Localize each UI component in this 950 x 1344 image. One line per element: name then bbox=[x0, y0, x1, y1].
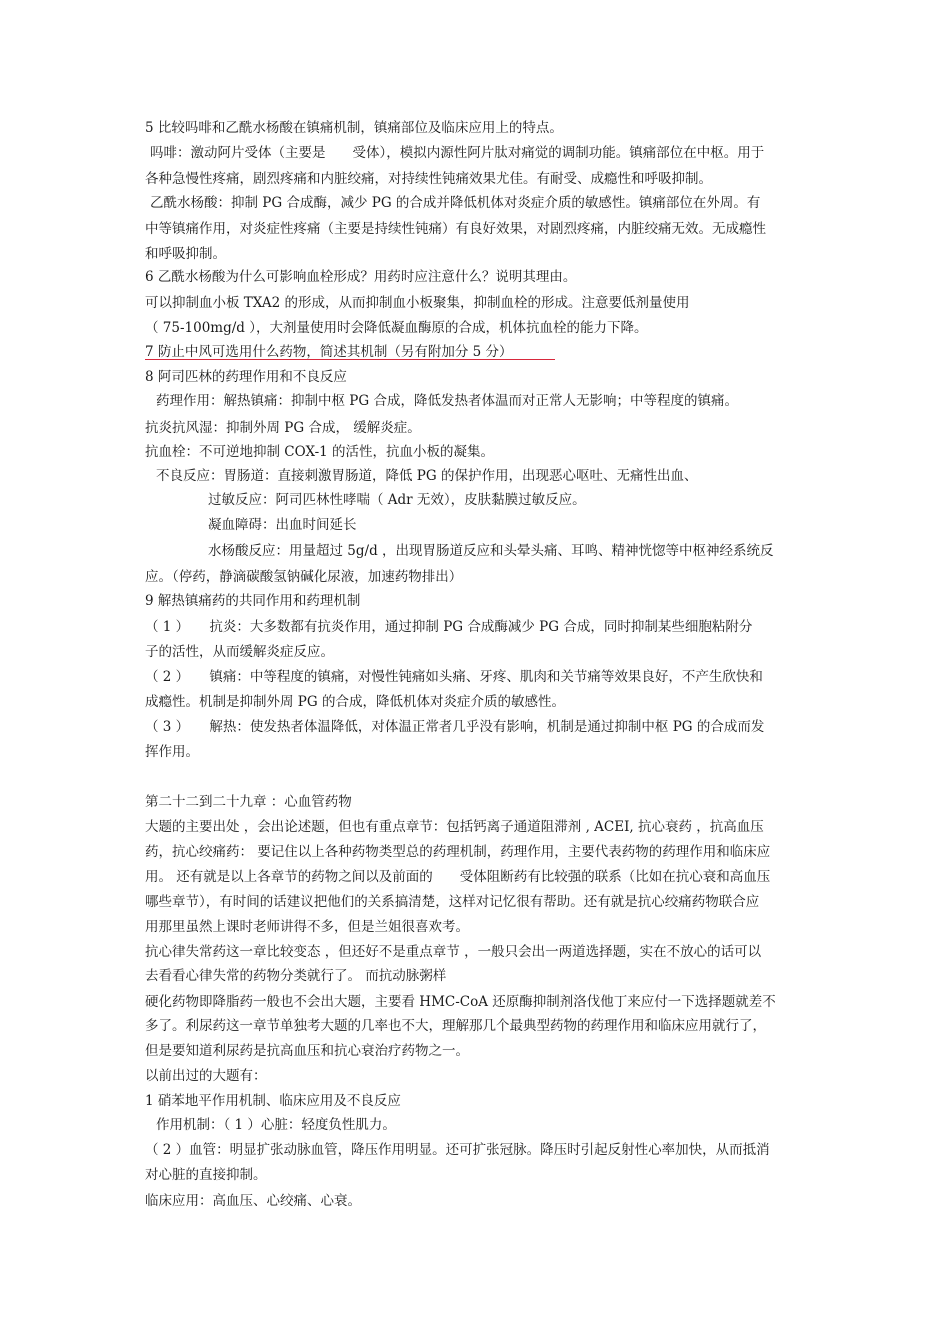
chapter-para-3-line-2: 多了。利尿药这一章节单独考大题的几率也不大，理解那几个最典型药物的药理作用和临床应用就行了， bbox=[145, 1018, 766, 1034]
item-1-line-2: 子的活性，从而缓解炎症反应。 bbox=[145, 644, 334, 660]
pharmacology-line: 药理作用：解热镇痛：抑制中枢 PG 合成，降低发热者体温而对正常人无影响；中等程度的镇痛。 bbox=[156, 393, 738, 409]
item-3-line-2: 挥作用。 bbox=[145, 744, 199, 760]
chapter-para-1-line-3: 用。 还有就是以上各章节的药物之间以及前面的 受体阻断药有比较强的联系（比如在抗心衰和高血压 bbox=[145, 869, 771, 885]
chapter-heading: 第二十二到二十九章 ：心血管药物 bbox=[145, 794, 352, 810]
chapter-para-3-line-3: 但是要知道利尿药是抗高血压和抗心衰治疗药物之一。 bbox=[145, 1043, 469, 1059]
question-6-answer-line-2: （ 75-100mg/d ），大剂量使用时会降低凝血酶原的合成，机体抗血栓的能力下降。 bbox=[145, 320, 648, 336]
chapter-para-2-line-2: 去看看心律失常的药物分类就行了。 而抗动脉粥样 bbox=[145, 968, 447, 984]
chapter-para-1-line-2: 药，抗心绞痛药： 要记住以上各种药物类型总的药理机制，药理作用，主要代表药物的药理作用和临床应 bbox=[145, 844, 771, 860]
nifedipine-heading: 1 硝苯地平作用机制、临床应用及不良反应 bbox=[145, 1093, 401, 1109]
question-7-underline bbox=[145, 359, 555, 360]
adverse-coagulation-line: 凝血障碍：出血时间延长 bbox=[208, 517, 357, 533]
mechanism-line: 作用机制：（ 1 ）心脏：轻度负性肌力。 bbox=[156, 1117, 396, 1133]
chapter-para-1-line-4: 哪些章节），有时间的话建议把他们的关系搞清楚，这样对记忆很有帮助。还有就是抗心绞痛药物联合应 bbox=[145, 894, 760, 910]
question-6-heading: 6 乙酰水杨酸为什么可影响血栓形成？用药时应注意什么？说明其理由。 bbox=[145, 269, 577, 285]
question-5-heading: 5 比较吗啡和乙酰水杨酸在镇痛机制，镇痛部位及临床应用上的特点。 bbox=[145, 120, 563, 136]
morphine-answer-line-2: 各种急慢性疼痛，剧烈疼痛和内脏绞痛，对持续性钝痛效果尤佳。有耐受、成瘾性和呼吸抑制。 bbox=[145, 171, 712, 187]
salicylism-line-2: 应。（停药，静滴碳酸氢钠碱化尿液，加速药物排出） bbox=[145, 569, 463, 585]
question-9-heading: 9 解热镇痛药的共同作用和药理机制 bbox=[145, 593, 361, 609]
past-questions-label: 以前出过的大题有： bbox=[145, 1068, 267, 1084]
antithrombotic-line: 抗血栓：不可逆地抑制 COX-1 的活性，抗血小板的凝集。 bbox=[145, 444, 495, 460]
question-7-heading: 7 防止中风可选用什么药物，简述其机制（另有附加分 5 分） bbox=[145, 344, 513, 360]
adverse-allergy-line: 过敏反应：阿司匹林性哮喘（ Adr 无效），皮肤黏膜过敏反应。 bbox=[208, 492, 586, 508]
aspirin-answer-line-3: 和呼吸抑制。 bbox=[145, 246, 226, 262]
salicylism-line-1: 水杨酸反应：用量超过 5g/d ，出现胃肠道反应和头晕头痛、耳鸣、精神恍惚等中枢神经系统反 bbox=[208, 543, 774, 559]
chapter-para-1-line-1: 大题的主要出处 ，会出论述题，但也有重点章节：包括钙离子通道阻滞剂 , ACEI, 抗心衰药 ，抗高血压 bbox=[145, 819, 764, 835]
aspirin-answer-line-1: 乙酰水杨酸：抑制 PG 合成酶，减少 PG 的合成并降低机体对炎症介质的敏感性。镇痛部位在外周。有 bbox=[150, 195, 761, 211]
item-2-line-2: 成瘾性。机制是抑制外周 PG 的合成，降低机体对炎症介质的敏感性。 bbox=[145, 694, 565, 710]
item-3-line-1: （ 3 ） 解热：使发热者体温降低，对体温正常者几乎没有影响，机制是通过抑制中枢 PG 的合成而发 bbox=[145, 719, 765, 735]
adverse-gi-line: 不良反应：胃肠道：直接刺激胃肠道，降低 PG 的保护作用，出现恶心呕吐、无痛性出血、 bbox=[156, 468, 698, 484]
chapter-para-3-line-1: 硬化药物即降脂药一般也不会出大题，主要看 HMC-CoA 还原酶抑制剂洛伐他丁来应付一下选择题就差不 bbox=[145, 994, 776, 1010]
aspirin-answer-line-2: 中等镇痛作用，对炎症性疼痛（主要是持续性钝痛）有良好效果，对剧烈疼痛，内脏绞痛无效。无成瘾性 bbox=[145, 221, 766, 237]
chapter-para-1-line-5: 用那里虽然上课时老师讲得不多，但是兰姐很喜欢考。 bbox=[145, 919, 469, 935]
anti-inflammatory-line: 抗炎抗风湿：抑制外周 PG 合成， 缓解炎症。 bbox=[145, 420, 421, 436]
question-8-heading: 8 阿司匹林的药理作用和不良反应 bbox=[145, 369, 347, 385]
chapter-para-2-line-1: 抗心律失常药这一章比较变态 ，但还好不是重点章节 ，一般只会出一两道选择题，实在不放心的话可以 bbox=[145, 944, 762, 960]
item-1-line-1: （ 1 ） 抗炎：大多数都有抗炎作用，通过抑制 PG 合成酶减少 PG 合成，同时抑制某些细胞粘附分 bbox=[145, 619, 753, 635]
vessel-line-2: 对心脏的直接抑制。 bbox=[145, 1167, 267, 1183]
item-2-line-1: （ 2 ） 镇痛：中等程度的镇痛，对慢性钝痛如头痛、牙疼、肌肉和关节痛等效果良好，不产生欣快和 bbox=[145, 669, 763, 685]
vessel-line-1: （ 2 ）血管：明显扩张动脉血管，降压作用明显。还可扩张冠脉。降压时引起反射性心率加快，从而抵消 bbox=[145, 1142, 770, 1158]
question-6-answer-line-1: 可以抑制血小板 TXA2 的形成，从而抑制血小板聚集，抑制血栓的形成。注意要低剂量使用 bbox=[145, 295, 690, 311]
morphine-answer-line-1: 吗啡：激动阿片受体（主要是 受体），模拟内源性阿片肽对痛觉的调制功能。镇痛部位在中枢。用于 bbox=[150, 145, 765, 161]
clinical-use-line: 临床应用：高血压、心绞痛、心衰。 bbox=[145, 1193, 361, 1209]
